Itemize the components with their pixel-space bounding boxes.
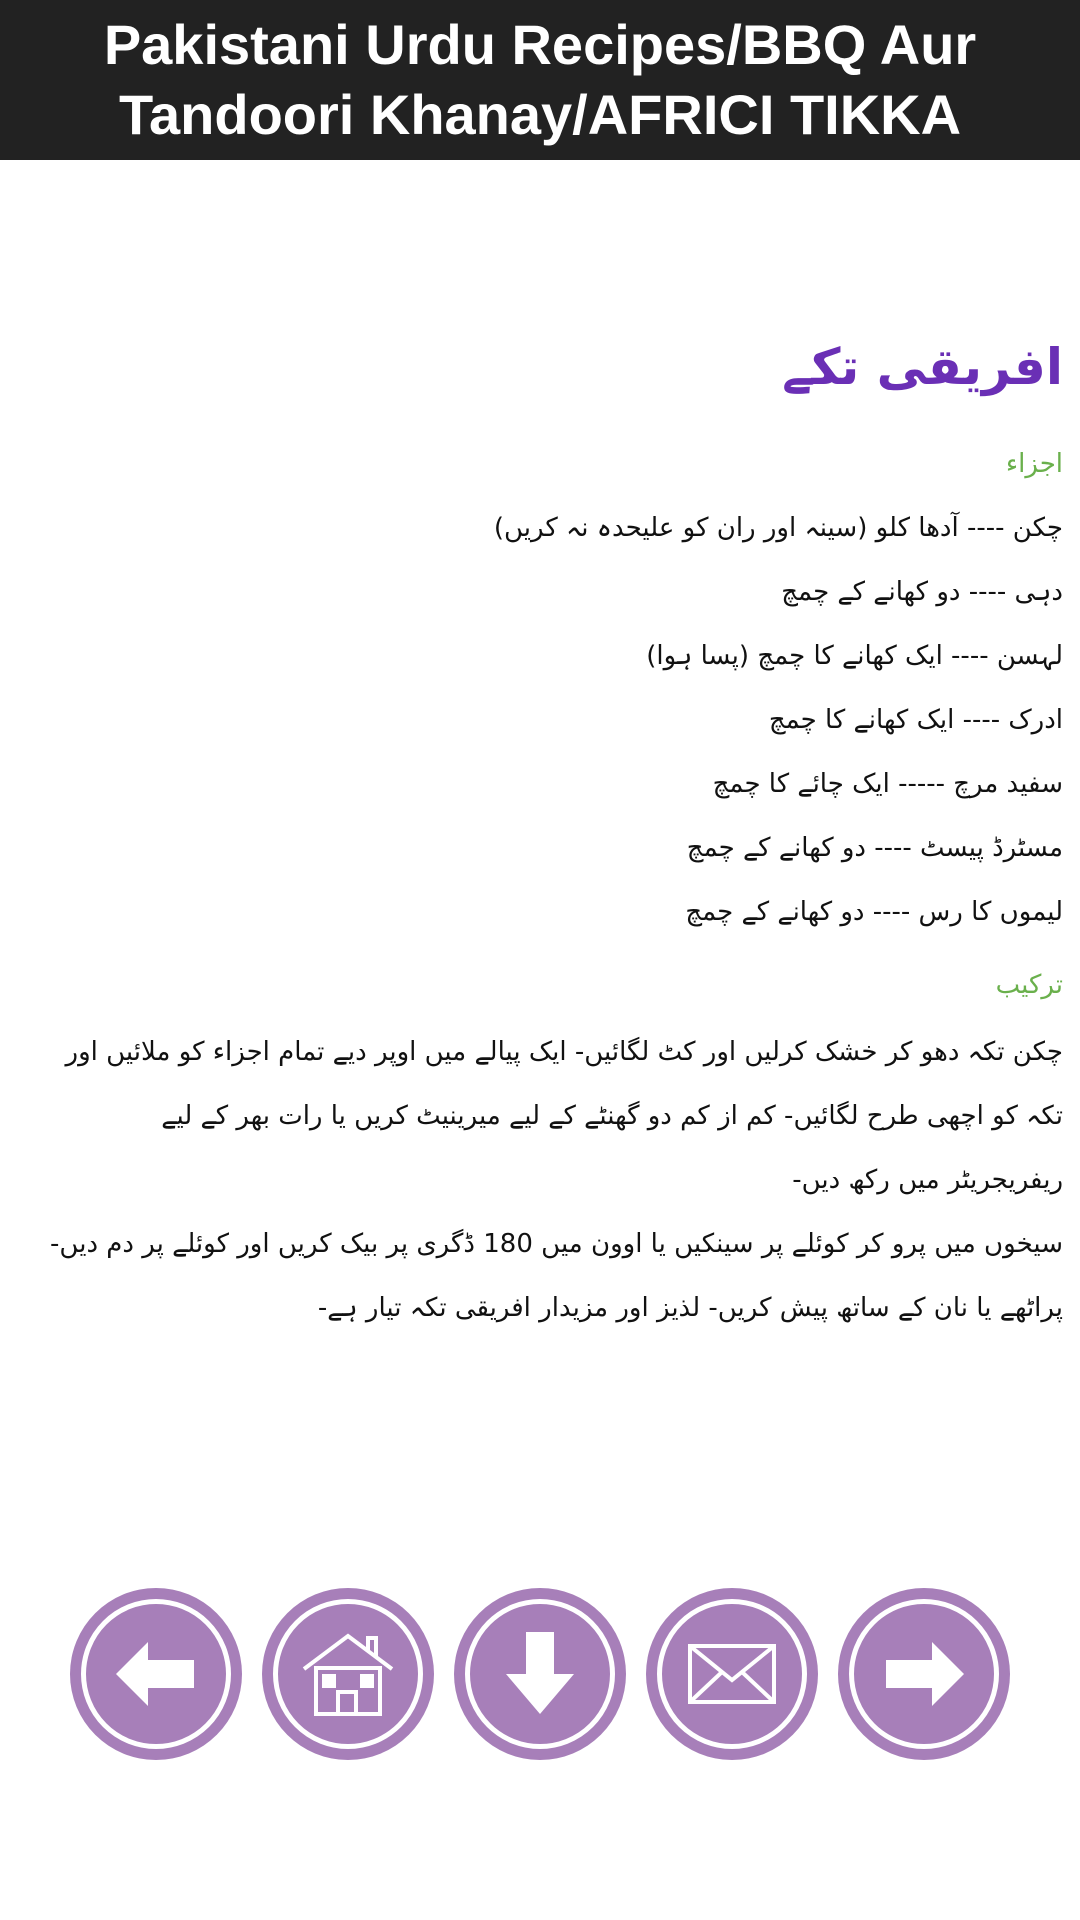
ingredients-section	[40, 432, 1063, 944]
recipe-title: افریقی تکے	[782, 338, 1063, 396]
previous-button[interactable]	[70, 1588, 242, 1760]
mail-icon	[682, 1624, 782, 1724]
download-icon	[490, 1624, 590, 1724]
ingredient-item: مسٹرڈ پیسٹ ---- دو کھانے کے چمچ	[686, 833, 1063, 863]
ingredient-item: لیموں کا رس ---- دو کھانے کے چمچ	[685, 897, 1063, 927]
ingredient-item: چکن ---- آدھا کلو (سینہ اور ران کو علیحدہ نہ کریں)	[493, 513, 1063, 543]
method-step: سیخوں میں پرو کر کوئلے پر سینکیں یا اوون میں 180 ڈگری پر بیک کریں اور کوئلے پر دم دیں-	[50, 1229, 1063, 1259]
ingredient-item: ادرک ---- ایک کھانے کا چمچ	[768, 705, 1063, 735]
next-button[interactable]	[838, 1588, 1010, 1760]
email-button[interactable]	[646, 1588, 818, 1760]
home-icon	[298, 1624, 398, 1724]
bottom-navigation	[0, 1588, 1080, 1760]
arrow-left-icon	[106, 1624, 206, 1724]
ingredient-item: سفید مرچ ----- ایک چائے کا چمچ	[712, 769, 1063, 799]
ingredients-heading: اجزاء	[1005, 449, 1063, 479]
download-button[interactable]	[454, 1588, 626, 1760]
app-header	[0, 0, 1080, 160]
method-heading: ترکیب	[995, 970, 1063, 1000]
home-button[interactable]	[262, 1588, 434, 1760]
method-step: چکن تکہ دھو کر خشک کرلیں اور کٹ لگائیں- ایک پیالے میں اوپر دیے تمام اجزاء کو ملائیں اور تکہ کو اچھی طرح لگائیں- کم از کم دو گھنٹے کے لیے میرینیٹ کریں یا رات بھر کے لیے ریفریجریٹر میں رکھ دیں-	[65, 1037, 1063, 1195]
ingredient-item: دہی ---- دو کھانے کے چمچ	[781, 577, 1063, 607]
method-section	[40, 950, 1063, 1340]
header-title-line1: Pakistani Urdu Recipes/BBQ Aur	[103, 13, 977, 76]
method-step: پراٹھے یا نان کے ساتھ پیش کریں- لذیز اور مزیدار افریقی تکہ تیار ہے-	[317, 1293, 1063, 1323]
header-title-line2: Tandoori Khanay/AFRICI TIKKA	[118, 83, 962, 146]
arrow-right-icon	[874, 1624, 974, 1724]
ingredient-item: لہسن ---- ایک کھانے کا چمچ (پسا ہوا)	[646, 641, 1063, 671]
